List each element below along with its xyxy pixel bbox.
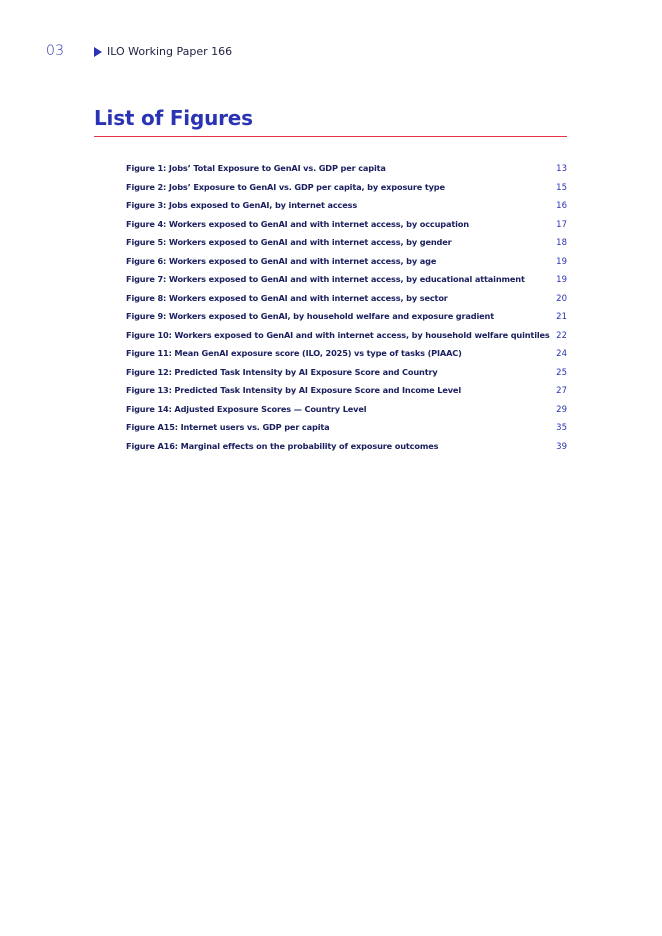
figure-entry-label[interactable]: Figure 7: Workers exposed to GenAI and with internet access, by educational attainment (126, 274, 525, 284)
figure-entry[interactable] (126, 330, 567, 349)
figure-entry-page-number[interactable]: 19 (556, 275, 567, 285)
figure-entry-label[interactable]: Figure 6: Workers exposed to GenAI and with internet access, by age (126, 255, 437, 266)
figure-entry-page-number[interactable]: 27 (556, 386, 567, 396)
figure-entry[interactable] (126, 274, 567, 293)
figure-entry-label[interactable]: Figure 9: Workers exposed to GenAI, by household welfare and exposure gradient (126, 311, 494, 321)
figure-entry-label[interactable]: Figure 10: Workers exposed to GenAI and with internet access, by household welfare quintiles (126, 329, 550, 340)
title-divider (94, 136, 567, 137)
figure-entry[interactable] (126, 385, 567, 404)
figure-entry[interactable] (126, 293, 567, 312)
play-triangle-icon (94, 47, 102, 57)
publication-title: ILO Working Paper 166 (107, 45, 233, 58)
figure-entry-label[interactable]: Figure A16: Marginal effects on the probability of exposure outcomes (126, 440, 439, 451)
figure-entry[interactable] (126, 256, 567, 275)
figure-entry-label[interactable]: Figure A15: Internet users vs. GDP per capita (126, 422, 330, 432)
figure-entry-page-number[interactable]: 24 (556, 349, 567, 359)
figure-entry-label[interactable]: Figure 12: Predicted Task Intensity by AI Exposure Score and Country (126, 366, 438, 377)
figure-entry[interactable] (126, 441, 567, 460)
figure-entry[interactable] (126, 422, 567, 441)
page-number: 03 (46, 43, 65, 59)
figure-entry-page-number[interactable]: 19 (556, 256, 567, 267)
figure-entry-label[interactable]: Figure 4: Workers exposed to GenAI and with internet access, by occupation (126, 218, 469, 229)
figure-entry[interactable] (126, 404, 567, 423)
figure-entry-label[interactable]: Figure 11: Mean GenAI exposure score (ILO, 2025) vs type of tasks (PIAAC) (126, 348, 462, 358)
figure-entry-label[interactable]: Figure 3: Jobs exposed to GenAI, by internet access (126, 200, 358, 210)
figure-list (126, 163, 567, 459)
figure-entry-label[interactable]: Figure 2: Jobs’ Exposure to GenAI vs. GDP per capita, by exposure type (126, 181, 445, 192)
figure-entry-page-number[interactable]: 16 (556, 201, 567, 211)
figure-entry-page-number[interactable]: 35 (556, 423, 567, 433)
figure-entry[interactable] (126, 200, 567, 219)
figure-entry[interactable] (126, 237, 567, 256)
figure-entry-label[interactable]: Figure 8: Workers exposed to GenAI and with internet access, by sector (126, 292, 448, 303)
figure-entry[interactable] (126, 367, 567, 386)
figure-entry[interactable] (126, 163, 567, 182)
figure-entry[interactable] (126, 182, 567, 201)
running-header (94, 45, 232, 58)
figure-entry-page-number[interactable]: 21 (556, 312, 567, 322)
figure-entry-label[interactable]: Figure 13: Predicted Task Intensity by AI Exposure Score and Income Level (126, 385, 461, 395)
figure-entry-label[interactable]: Figure 14: Adjusted Exposure Scores — Country Level (126, 403, 367, 414)
figure-entry-label[interactable]: Figure 1: Jobs’ Total Exposure to GenAI vs. GDP per capita (126, 163, 386, 173)
figure-entry-page-number[interactable]: 13 (556, 164, 567, 174)
figure-entry-page-number[interactable]: 20 (556, 293, 567, 304)
figure-entry-page-number[interactable]: 29 (556, 404, 567, 415)
figure-entry[interactable] (126, 348, 567, 367)
figure-entry-page-number[interactable]: 39 (556, 441, 567, 452)
figure-entry-page-number[interactable]: 17 (556, 219, 567, 230)
figure-entry-page-number[interactable]: 25 (556, 367, 567, 378)
figure-entry[interactable] (126, 311, 567, 330)
figure-entry-label[interactable]: Figure 5: Workers exposed to GenAI and with internet access, by gender (126, 237, 452, 247)
figure-entry[interactable] (126, 219, 567, 238)
figure-entry-page-number[interactable]: 18 (556, 238, 567, 248)
figure-entry-page-number[interactable]: 15 (556, 182, 567, 193)
section-title: List of Figures (94, 106, 253, 130)
figure-entry-page-number[interactable]: 22 (556, 330, 567, 341)
